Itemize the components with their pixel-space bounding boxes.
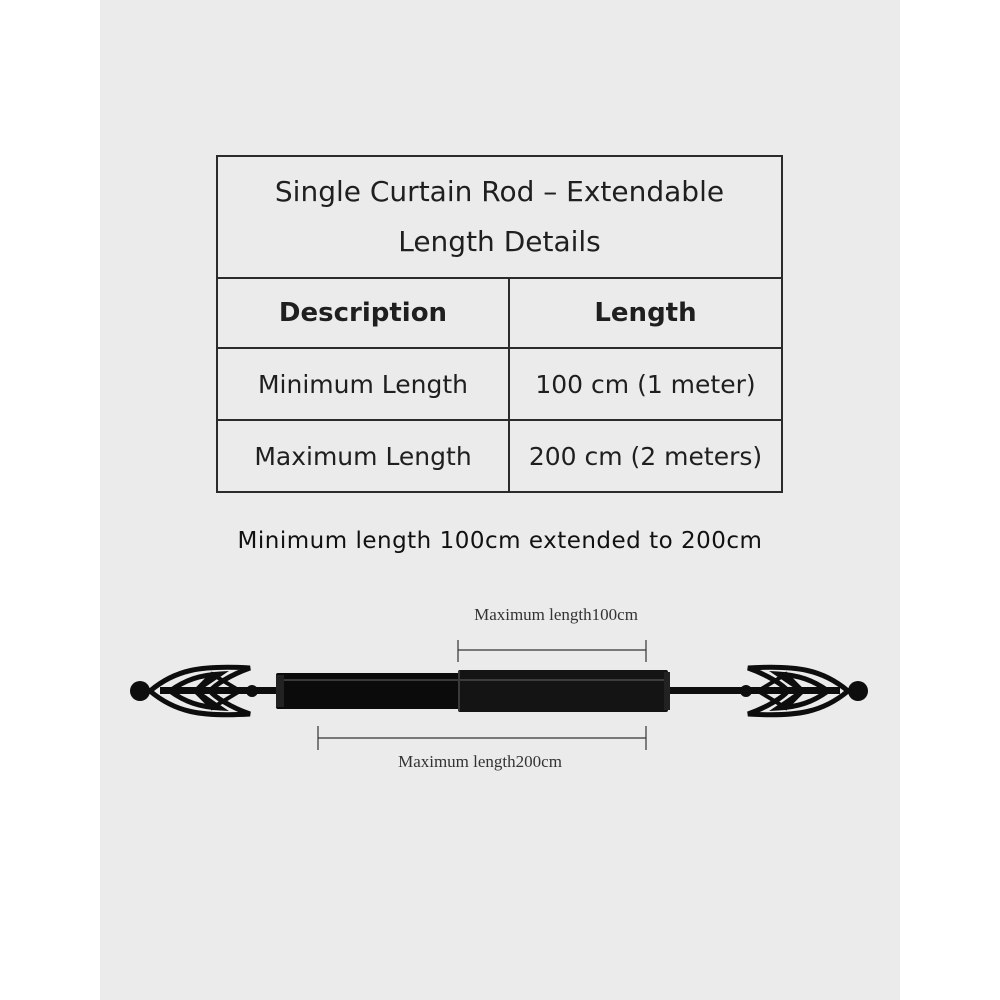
lower-dimension-label: Maximum length200cm <box>398 752 562 771</box>
table-title-line-2: Length Details <box>398 225 601 258</box>
upper-dimension-line <box>458 640 646 662</box>
row-min-length: 100 cm (1 meter) <box>509 348 782 420</box>
product-canvas <box>100 0 900 1000</box>
lower-dimension-line <box>318 726 646 750</box>
table-title-row <box>217 156 782 278</box>
curtain-rod <box>160 670 840 712</box>
length-details-table <box>216 155 783 493</box>
rod-outer-tube <box>276 673 461 709</box>
table-header-row <box>217 278 782 348</box>
left-finial-icon <box>130 667 258 715</box>
table-row <box>217 420 782 492</box>
row-max-description: Maximum Length <box>217 420 509 492</box>
column-header-description: Description <box>217 278 509 348</box>
rod-inner-tube <box>458 670 668 712</box>
column-header-length: Length <box>509 278 782 348</box>
table-row <box>217 348 782 420</box>
upper-dimension-label: Maximum length100cm <box>474 605 638 624</box>
length-caption: Minimum length 100cm extended to 200cm <box>237 528 763 554</box>
table-title-line-1: Single Curtain Rod – Extendable <box>274 175 725 208</box>
curtain-rod-diagram <box>0 590 1000 790</box>
row-max-length: 200 cm (2 meters) <box>509 420 782 492</box>
right-finial-icon <box>740 667 868 715</box>
table-title <box>217 156 782 278</box>
row-min-description: Minimum Length <box>217 348 509 420</box>
rod-right-thin-section <box>665 687 840 694</box>
